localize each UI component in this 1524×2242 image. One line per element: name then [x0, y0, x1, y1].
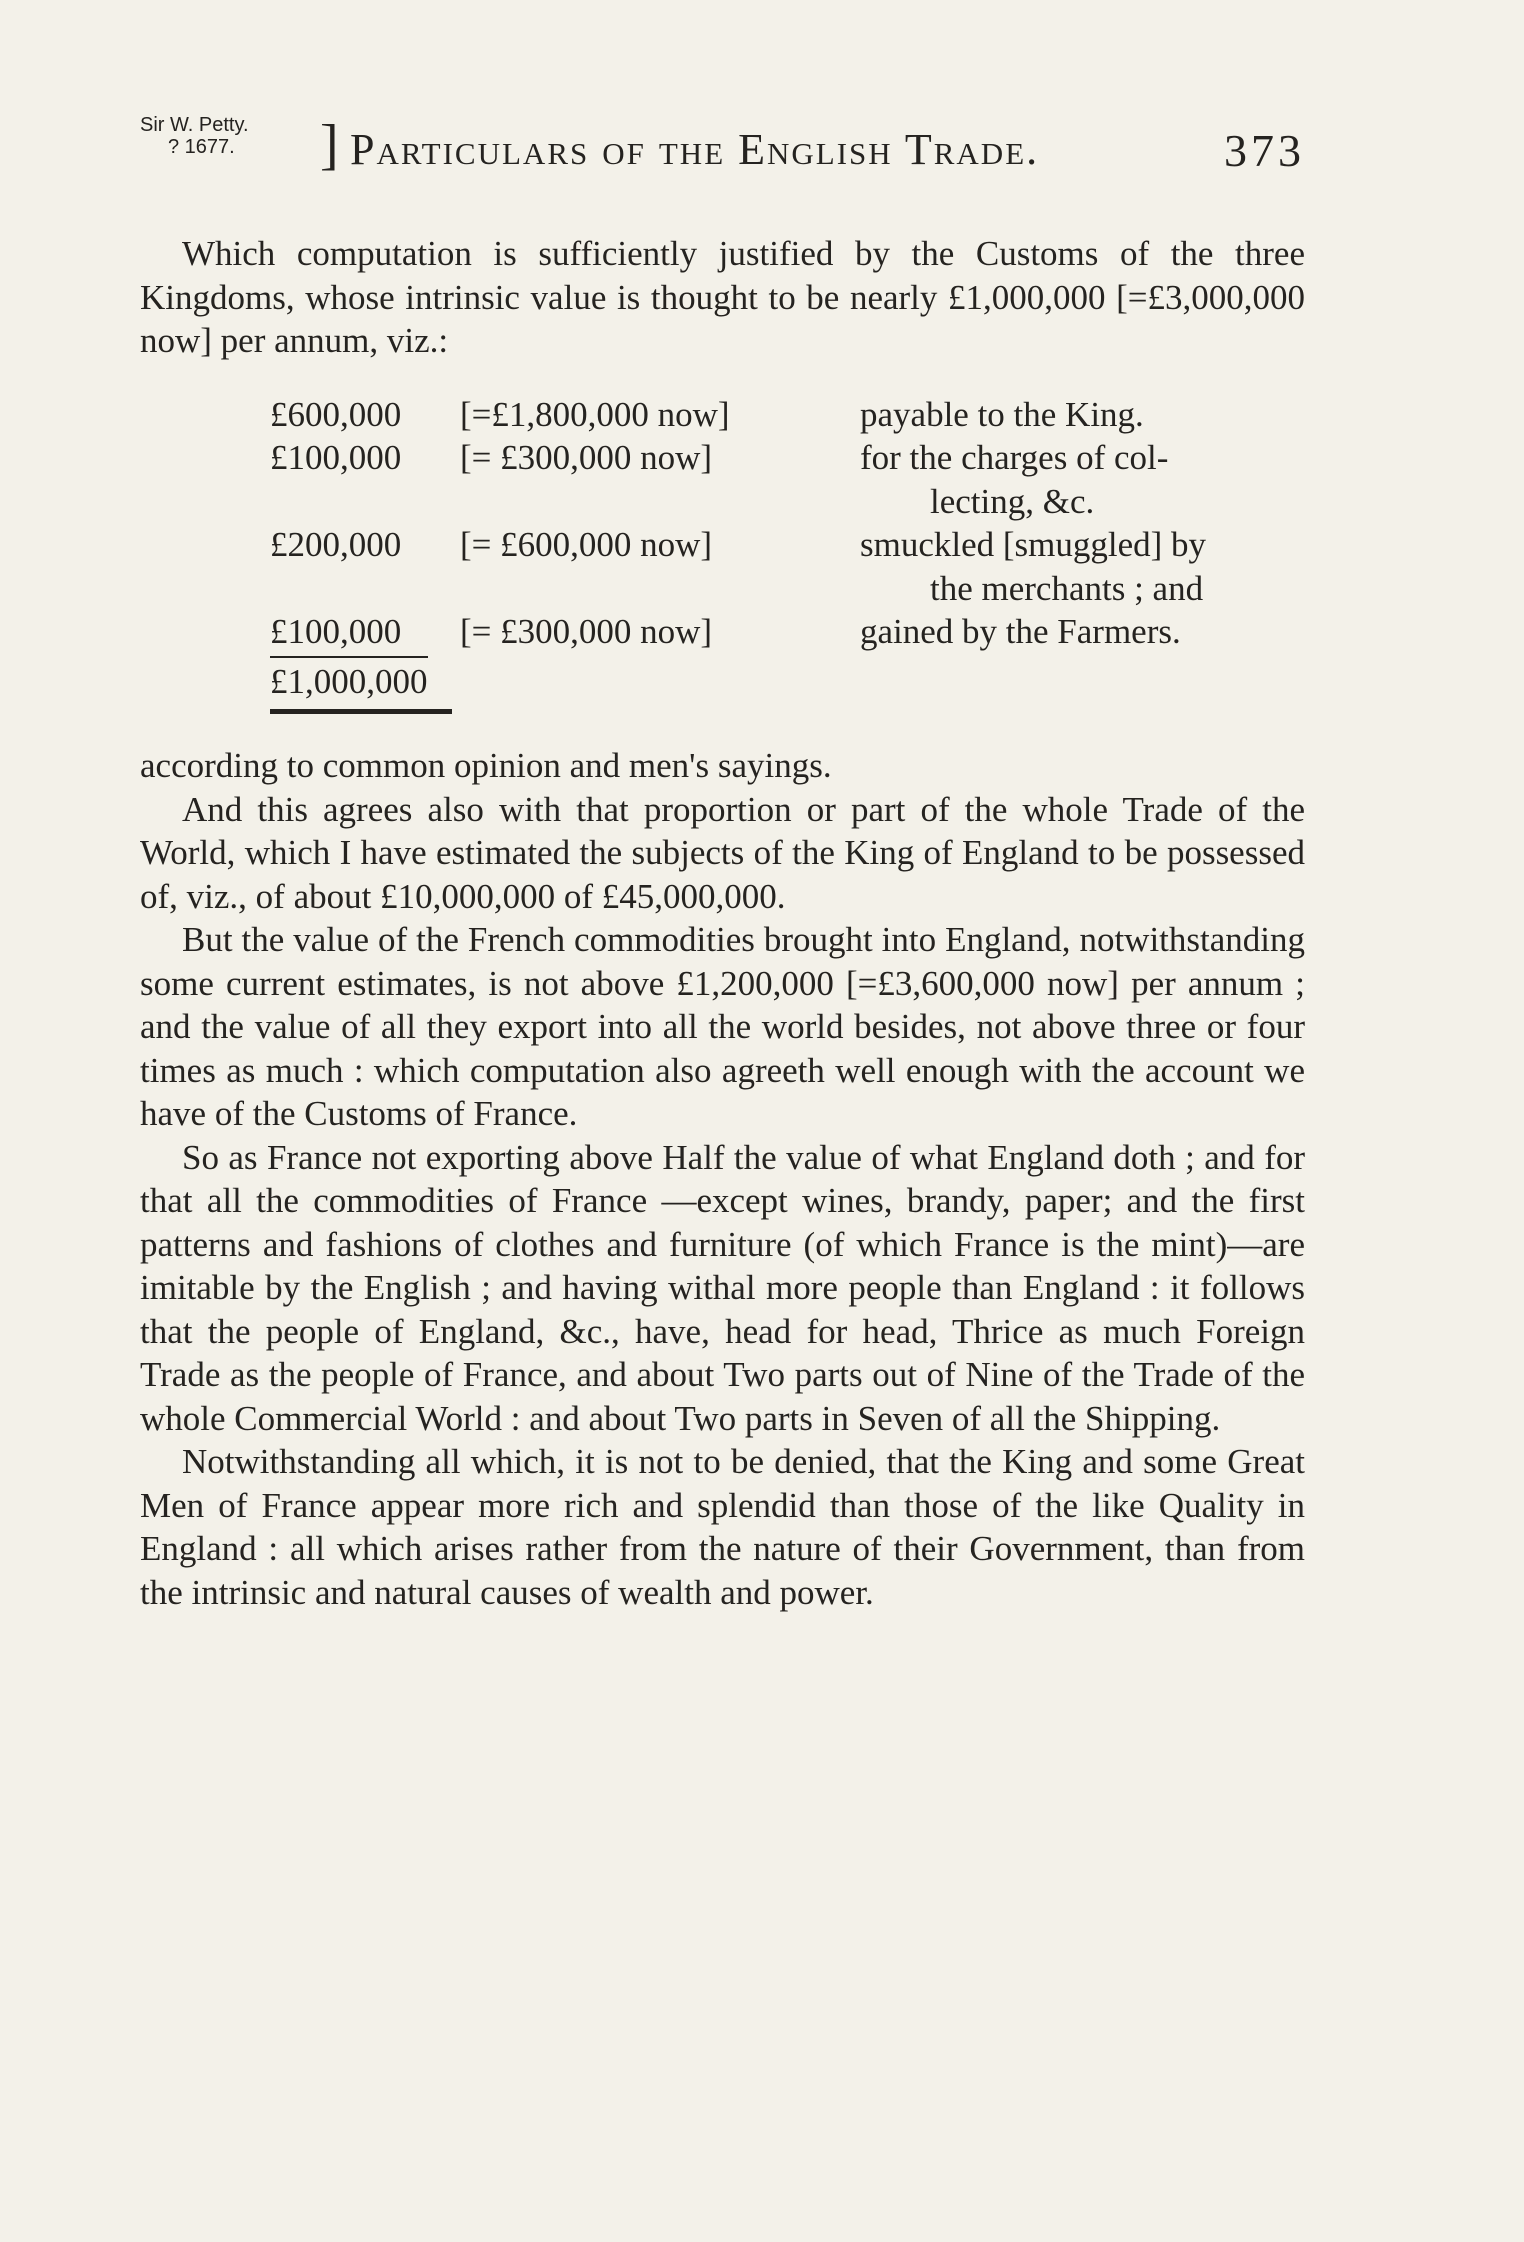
account-row-continuation: [270, 567, 1305, 611]
paragraph: Which computation is sufficiently justified by the Customs of the three Kingdoms, whose intrinsic value is thought to be nearly £1,000,000 [=£3,000,000 now] per annum, viz.:: [140, 234, 1305, 360]
account-description-continuation: lecting, &c.: [930, 481, 1095, 521]
account-amount: £200,000: [270, 525, 402, 564]
paragraph: Notwithstanding all which, it is not to be denied, that the King and some Great Men of France appear more rich and splendid than those of the like Quality in England : all which arises rather from the nature of their Government, than from the intrinsic and natural causes of wealth and power.: [140, 1442, 1305, 1612]
account-amount: £600,000: [270, 394, 402, 434]
account-row: [270, 610, 1305, 654]
account-description: smuckled [smuggled] by: [860, 525, 1207, 564]
account-description: gained by the Farmers.: [860, 612, 1181, 651]
paragraph: But the value of the French commodities brought into England, notwithstanding some current estimates, is not above £1,200,000 [=£3,600,000 now] per annum ; and the value of all they export into all the world besides, not above three or four times as much : which computation also agreeth well enough with the account we have of the Customs of France.: [140, 920, 1305, 1133]
book-page: [140, 110, 1305, 1614]
running-title: Particulars of the English Trade.: [350, 125, 1040, 174]
account-row: [270, 393, 1305, 437]
page-number: 373: [1224, 125, 1305, 176]
account-equivalent: [= £300,000 now]: [460, 612, 713, 651]
body-text: [140, 232, 1305, 1614]
page-header: [140, 110, 1305, 190]
bracket-divider: ]: [320, 114, 339, 176]
account-equivalent: [= £600,000 now]: [460, 525, 713, 564]
account-equivalent: [= £300,000 now]: [460, 438, 713, 477]
side-note-author: Sir W. Petty.: [140, 114, 249, 136]
account-description: for the charges of col-: [860, 438, 1169, 477]
side-note: [140, 114, 340, 158]
account-description: payable to the King.: [860, 394, 1144, 434]
account-description-continuation: the merchants ; and: [930, 568, 1204, 608]
account-amount: £100,000: [270, 612, 402, 651]
total-amount: £1,000,000: [270, 656, 428, 704]
account-row: [270, 523, 1305, 567]
account-total: [270, 654, 1305, 715]
account-equivalent: [=£1,800,000 now]: [460, 394, 730, 434]
paragraph: And this agrees also with that proportion or part of the whole Trade of the World, which I have estimated the subjects of the King of England to be possessed of, viz., of about £10,000,000 of £45,000,000.: [140, 789, 1305, 916]
total-rule: [270, 709, 452, 714]
side-note-date: ? 1677.: [168, 136, 235, 158]
account-amount: £100,000: [270, 438, 402, 477]
paragraph: So as France not exporting above Half the value of what England doth ; and for that all the commodities of France —except wines, brandy, paper; and the first patterns and fashions of clothes and furniture (of which France is the mint)—are imitable by the English ; and having withal more people than England : it follows that the people of England, &c., have, head for head, Thrice as much Foreign Trade as the people of France, and about Two parts out of Nine of the Trade of the whole Commercial World : and about Two parts in Seven of all the Shipping.: [140, 1137, 1305, 1438]
accounts-table: [270, 393, 1305, 715]
paragraph: according to common opinion and men's sayings.: [140, 746, 832, 785]
account-row-continuation: [270, 480, 1305, 524]
account-row: [270, 436, 1305, 480]
